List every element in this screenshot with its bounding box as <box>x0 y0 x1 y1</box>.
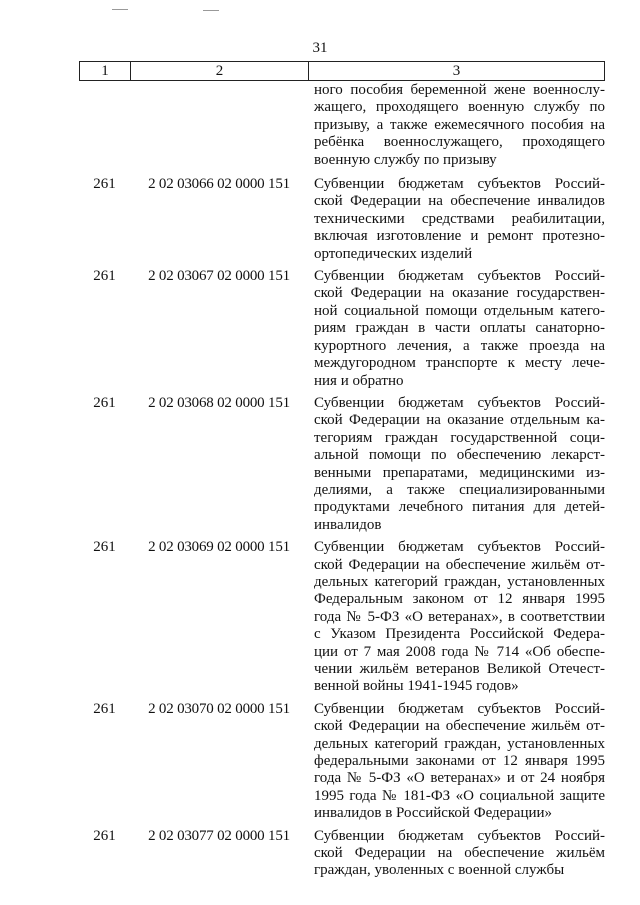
description-line: курортного лечения, а также проезда на <box>314 337 605 354</box>
admin-code-cell: 261 <box>93 539 116 556</box>
table-header <box>79 61 605 81</box>
description-line: тегориям граждан государственной соци- <box>314 429 605 446</box>
budget-code-cell <box>130 82 308 169</box>
scan-artifact <box>203 10 219 11</box>
budget-code-cell: 2 02 03068 02 0000 151 <box>148 394 290 411</box>
admin-code-cell: 261 <box>93 176 116 193</box>
scan-artifact <box>112 9 128 10</box>
header-cell-1: 1 <box>80 62 131 80</box>
description-line: альной помощи по обеспечению лекарст- <box>314 447 605 464</box>
description-line: года № 5-ФЗ «О ветеранах», в соответствии <box>314 608 605 625</box>
budget-code-cell: 2 02 03069 02 0000 151 <box>148 539 290 556</box>
admin-code-cell <box>79 82 130 169</box>
description-line: года № 5-ФЗ «О ветеранах» и от 24 ноября <box>314 770 605 787</box>
admin-code-cell: 261 <box>93 268 116 285</box>
description-line: Субвенции бюджетам субъектов Россий- <box>314 539 605 556</box>
header-cell-2: 2 <box>131 62 309 80</box>
description-line: риям граждан в части оплаты санаторно- <box>314 320 605 337</box>
table-row <box>79 176 605 263</box>
description-line: с Указом Президента Российской Федера- <box>314 626 605 643</box>
description-line: дельных категорий граждан, установленных <box>314 573 605 590</box>
description-cell <box>314 176 605 263</box>
budget-code-cell: 2 02 03066 02 0000 151 <box>148 176 290 193</box>
table-row <box>79 701 605 823</box>
description-line: продуктами лечебного питания для детей- <box>314 499 605 516</box>
description-cell <box>314 828 605 880</box>
description-line: ребёнка военнослужащего, проходящего <box>314 134 605 151</box>
table-row <box>79 268 605 390</box>
table-row-continuation <box>79 82 605 169</box>
page-number: 31 <box>312 40 328 56</box>
budget-code-cell: 2 02 03067 02 0000 151 <box>148 268 290 285</box>
description-line: жащего, проходящего военную службу по <box>314 99 605 116</box>
description-line: инвалидов в Российской Федерации» <box>314 805 553 822</box>
description-line: ской Федерации на оказание государствен- <box>314 285 605 302</box>
description-line: ской Федерации на оказание отдельным ка- <box>314 412 605 429</box>
description-line: ской Федерации на обеспечение жильём <box>314 845 605 862</box>
description-line: граждан, уволенных с военной службы <box>314 862 565 879</box>
description-line: военную службу по призыву <box>314 151 497 168</box>
description-line: Субвенции бюджетам субъектов Россий- <box>314 176 605 193</box>
description-line: междугородном транспорте к месту лече- <box>314 355 605 372</box>
description-cell <box>314 539 605 696</box>
description-cell <box>314 395 605 534</box>
description-line: техническими средствами реабилитации, <box>314 210 605 227</box>
description-line: ного пособия беременной жене военнослу- <box>314 82 605 98</box>
description-line: чении жильём ветеранов Великой Отечест- <box>314 661 605 677</box>
description-line: включая изготовление и ремонт протезно- <box>314 228 605 245</box>
description-line: Субвенции бюджетам субъектов Россий- <box>314 700 605 717</box>
table-row <box>79 539 605 696</box>
description-line: делиями, а также специализированными <box>314 481 605 498</box>
description-line: венной войны 1941-1945 годов» <box>314 678 519 695</box>
description-cell <box>314 701 605 823</box>
table-row <box>79 395 605 534</box>
description-line: венными препаратами, медицинскими из- <box>314 464 605 481</box>
description-cell <box>314 82 605 169</box>
admin-code-cell: 261 <box>93 827 116 844</box>
description-line: ской Федерации на обеспечение инвалидов <box>314 193 605 210</box>
description-line: 1995 года № 181-ФЗ «О социальной защите <box>314 787 605 804</box>
description-line: ортопедических изделий <box>314 245 473 262</box>
header-cell-3: 3 <box>452 63 461 79</box>
description-line: призыву, а также ежемесячного пособия на <box>314 116 605 133</box>
budget-code-cell: 2 02 03070 02 0000 151 <box>148 700 290 717</box>
description-line: ции от 7 мая 2008 года № 714 «Об обеспе- <box>314 643 605 660</box>
description-line: федеральными законами от 12 января 1995 <box>314 753 605 770</box>
description-line: ской Федерации на обеспечение жильём от- <box>314 556 605 573</box>
description-cell <box>314 268 605 390</box>
table-row <box>79 828 605 880</box>
table-body <box>79 82 605 880</box>
admin-code-cell: 261 <box>93 700 116 717</box>
description-line: ной социальной помощи отдельным катего- <box>314 302 605 319</box>
description-line: инвалидов <box>314 516 382 533</box>
description-line: Субвенции бюджетам субъектов Россий- <box>314 268 605 285</box>
description-line: ния и обратно <box>314 372 404 389</box>
description-line: ской Федерации на обеспечение жильём от- <box>314 718 605 735</box>
description-line: Субвенции бюджетам субъектов Россий- <box>314 394 605 411</box>
description-line: дельных категорий граждан, установленных <box>314 735 605 752</box>
description-line: Субвенции бюджетам субъектов Россий- <box>314 827 605 844</box>
budget-code-cell: 2 02 03077 02 0000 151 <box>148 827 290 844</box>
admin-code-cell: 261 <box>93 394 116 411</box>
description-line: Федеральным законом от 12 января 1995 <box>314 591 605 608</box>
